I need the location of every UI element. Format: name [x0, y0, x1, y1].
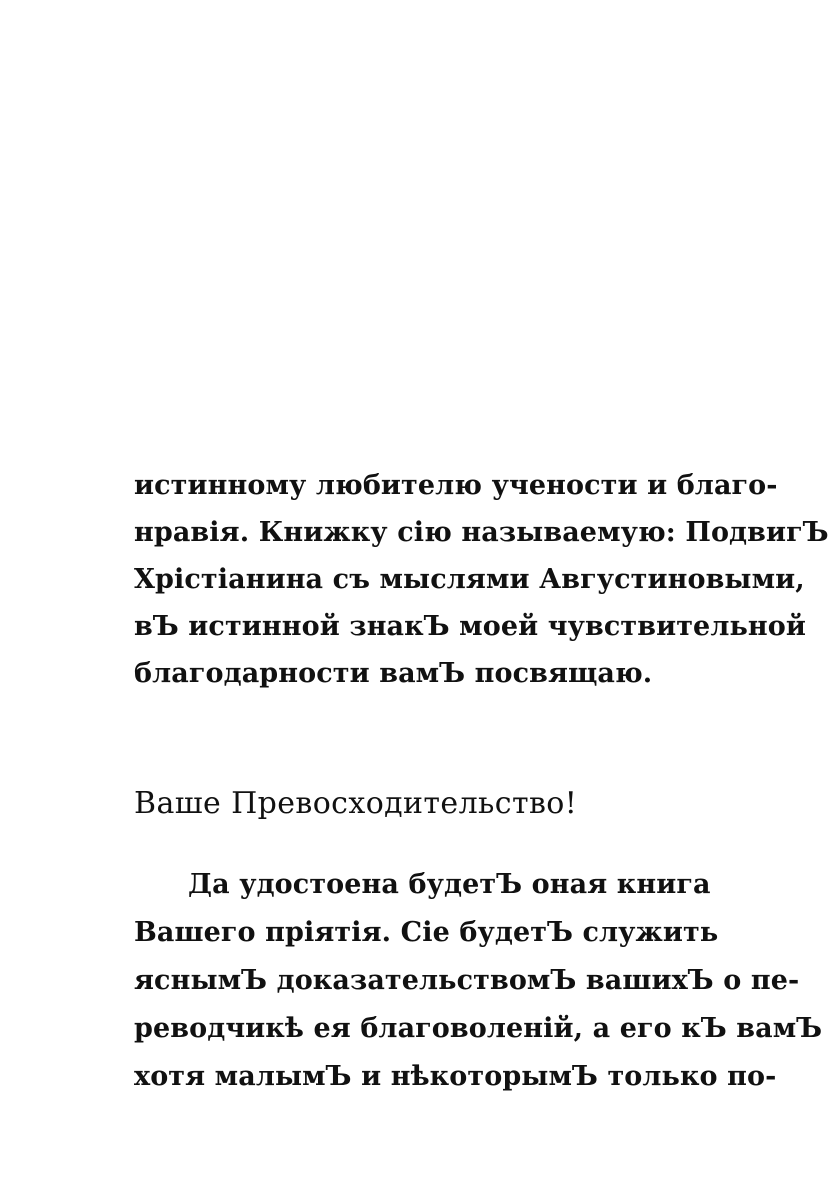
dedication-paragraph — [134, 462, 829, 697]
dedication-line-3: Хрістіанина съ мыслями Августиновыми, — [134, 564, 805, 595]
body-line-1: Да удостоена будетЪ оная книга — [188, 869, 711, 900]
body-paragraph — [134, 861, 823, 1101]
dedication-line-5: благодарности вамЪ посвящаю. — [134, 658, 653, 689]
body-line-4: реводчикѣ ея благоволеній, а его кЪ вамЪ — [134, 1013, 823, 1044]
dedication-line-1: истинному любителю учености и благо- — [134, 470, 778, 501]
salutation-heading: Ваше Превосходительство! — [134, 786, 578, 821]
body-line-3: яснымЪ доказательствомЪ вашихЪ о пе- — [134, 965, 800, 996]
body-line-2: Вашего пріятія. Сіе будетЪ служить — [134, 917, 719, 948]
dedication-line-2: нравія. Книжку сію называемую: ПодвигЪ — [134, 517, 829, 548]
dedication-line-4: вЪ истинной знакЪ моей чувствительной — [134, 611, 806, 642]
body-line-5: хотя малымЪ и нѣкоторымЪ только по- — [134, 1061, 777, 1092]
